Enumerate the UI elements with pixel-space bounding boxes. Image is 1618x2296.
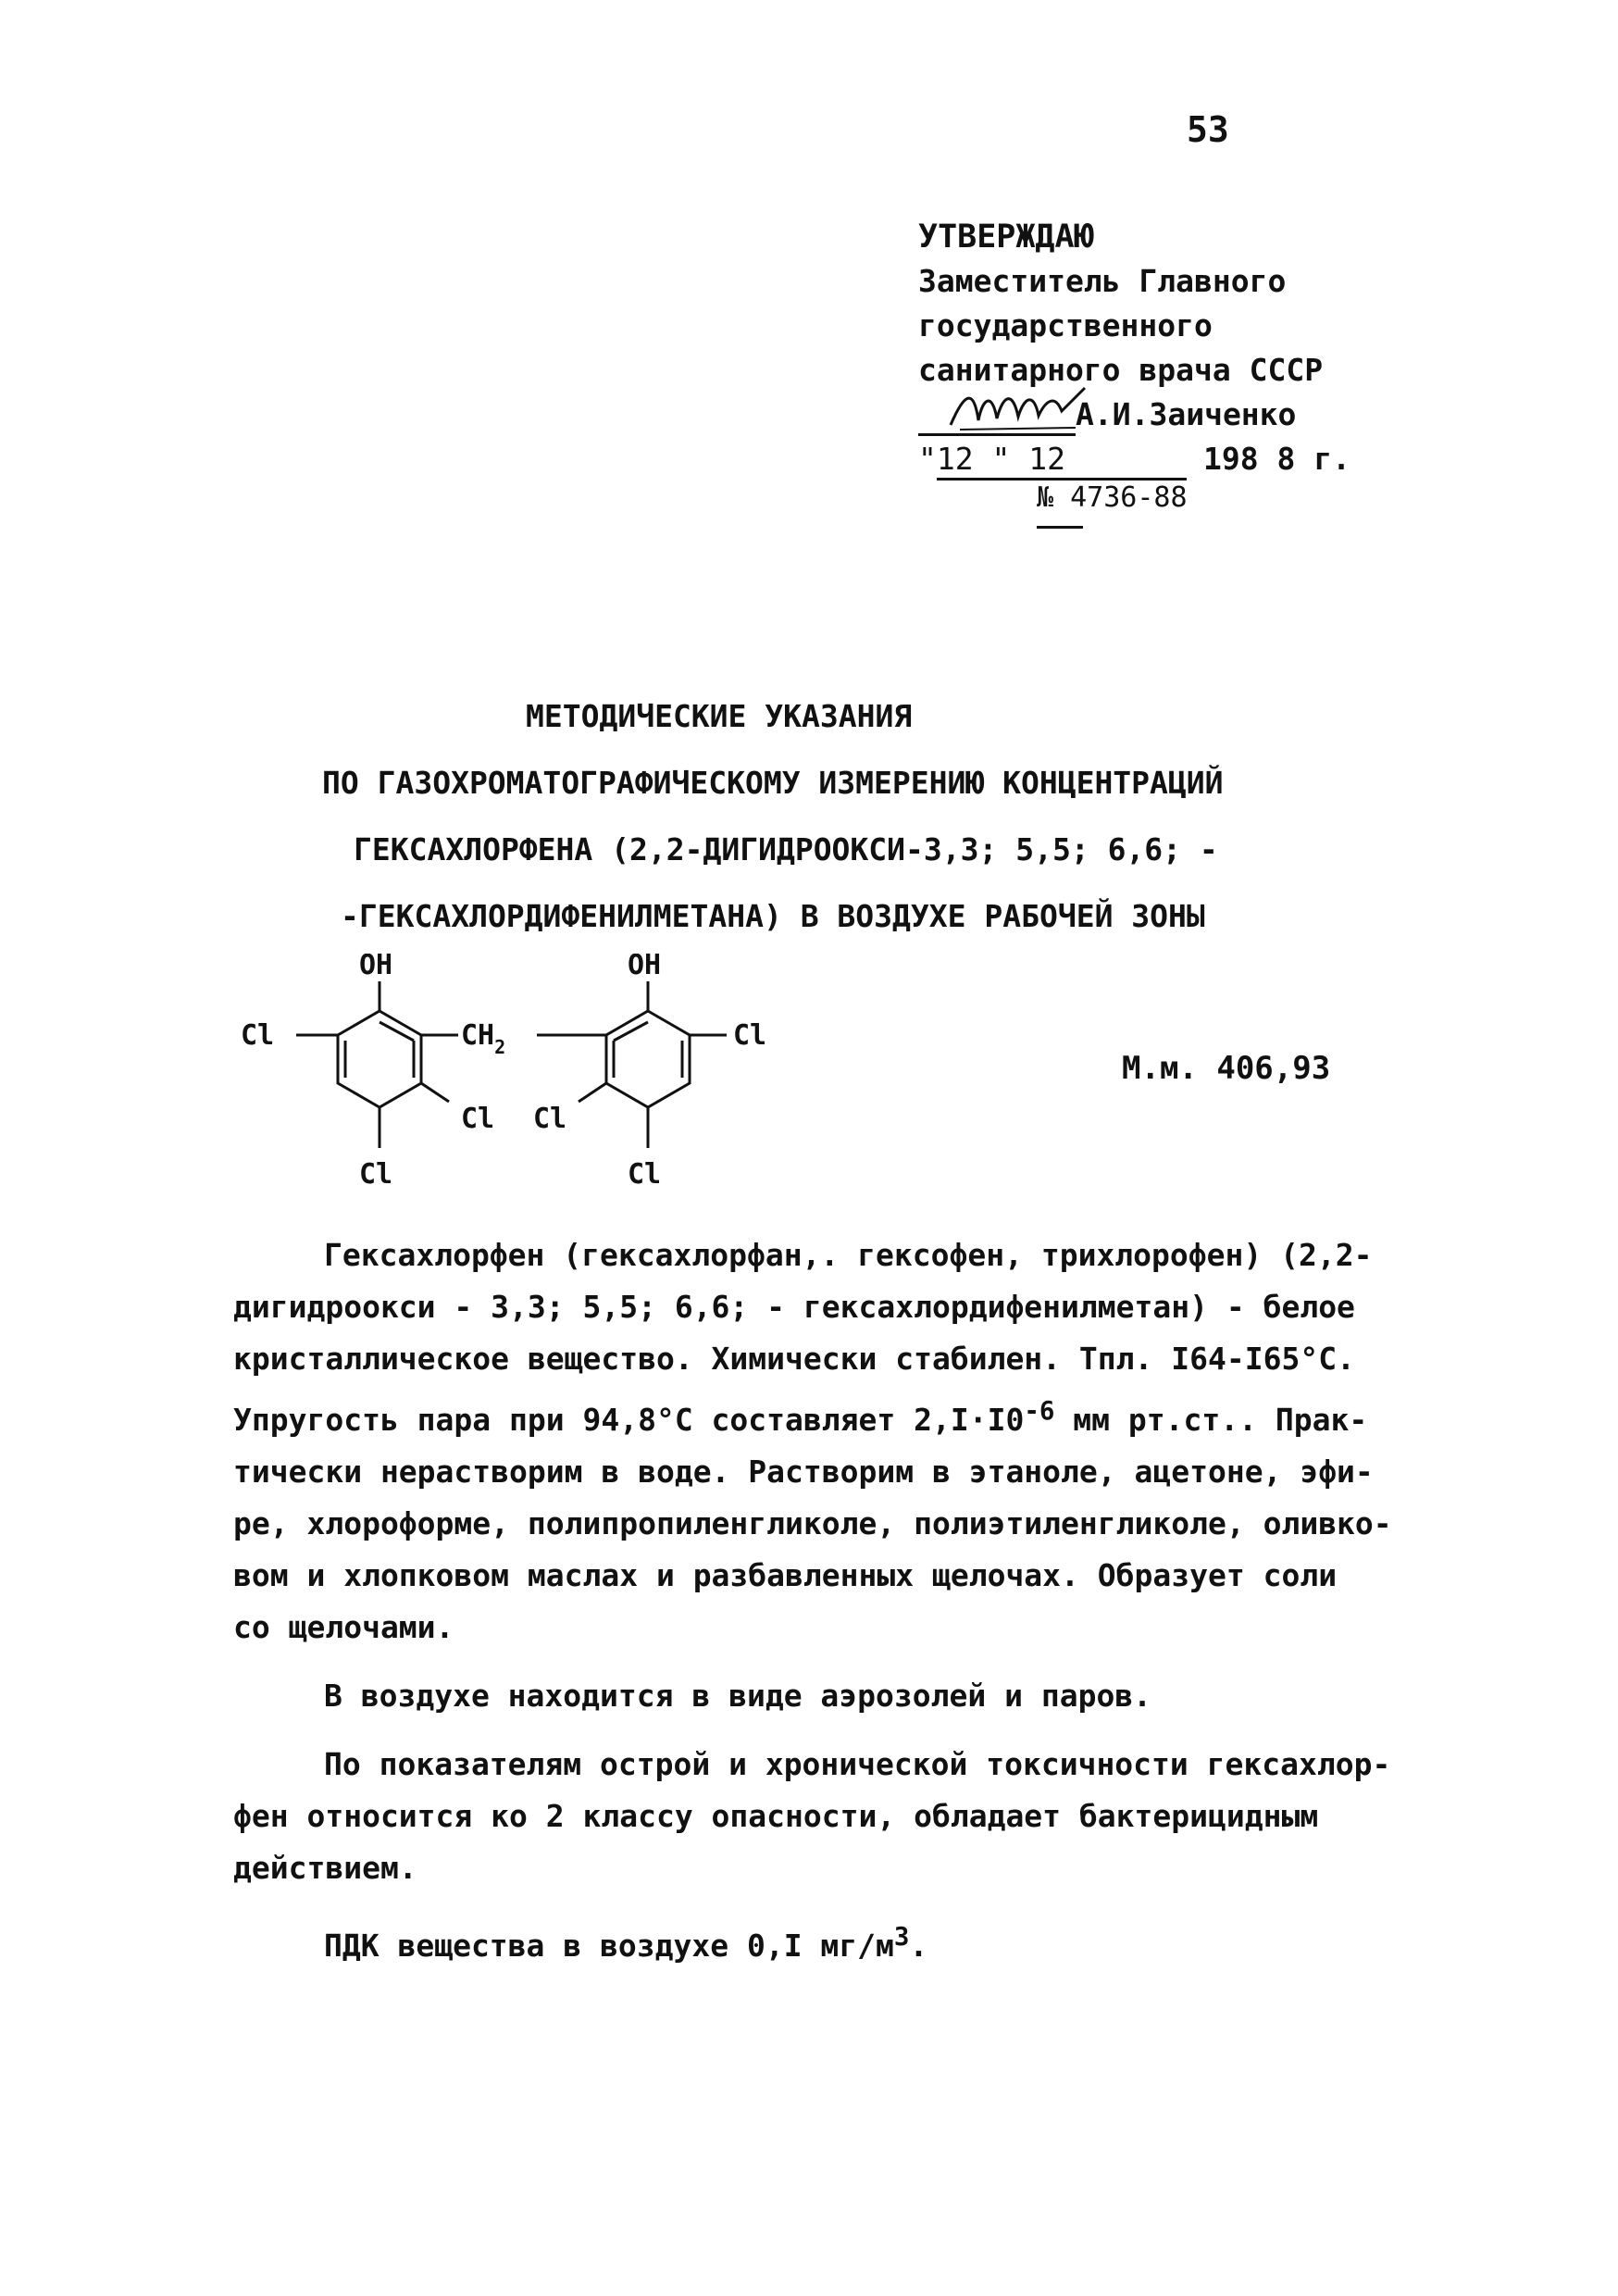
cl-inner-right-label: Cl xyxy=(533,1103,567,1135)
body-line-toxicity-2: фен относится ко 2 классу опасности, обладает бактерицидным xyxy=(233,1798,1319,1834)
cl-bottom-right-label: Cl xyxy=(628,1158,662,1191)
approval-year: 198 8 г. xyxy=(1203,441,1350,477)
structural-formula xyxy=(222,954,815,1231)
body-line-4: Упругость пара при 94,8°С составляет $2,I\cdot I0^{-6}$ мм рт.ст.. Прак- xyxy=(233,1396,1368,1438)
title-line-4: -ГЕКСАХЛОРДИФЕНИЛМЕТАНА) В ВОЗДУХЕ РАБОЧЕЙ ЗОНЫ xyxy=(341,898,1205,934)
body-line-2: дигидроокси - 3,3; 5,5; 6,6; - гексахлордифенилметан) - белое xyxy=(233,1289,1355,1325)
cl-inner-left-label: Cl xyxy=(461,1103,495,1135)
body-line-3: кристаллическое вещество. Химически стабилен. Тпл. I64-I65°С. xyxy=(233,1341,1355,1377)
approval-position-line-2: государственного xyxy=(918,307,1213,343)
handwritten-signature xyxy=(946,383,1094,439)
page-number: 53 xyxy=(1187,109,1229,150)
left-benzene-ring xyxy=(296,981,458,1148)
title-line-1: МЕТОДИЧЕСКИЕ УКАЗАНИЯ xyxy=(526,698,913,734)
approval-position-line-1: Заместитель Главного xyxy=(918,263,1287,299)
document-number-underline xyxy=(1037,526,1083,529)
document-body xyxy=(233,1229,1437,1972)
signer-name: А.И.Заиченко xyxy=(1076,396,1297,432)
document-number: № 4736-88 xyxy=(1037,481,1188,514)
body-line-toxicity-3: действием. xyxy=(233,1850,417,1886)
cl-right-label: Cl xyxy=(733,1019,767,1052)
body-line-5: тически нерастворим в воде. Растворим в этаноле, ацетоне, эфи- xyxy=(233,1454,1374,1490)
body-line-7: вом и хлопковом маслах и разбавленных щелочах. Образует соли xyxy=(233,1557,1338,1593)
body-line-6: ре, хлороформе, полипропиленгликоле, полиэтиленгликоле, оливко- xyxy=(233,1505,1392,1541)
title-line-3: ГЕКСАХЛОРФЕНА (2,2-ДИГИДРООКСИ-3,3; 5,5; 6,6; - xyxy=(354,831,1218,867)
signature-line xyxy=(918,393,1492,437)
body-paragraph-aerosol: В воздухе находится в виде аэрозолей и паров. xyxy=(324,1678,1152,1714)
approval-heading: УТВЕРЖДАЮ xyxy=(918,218,1094,256)
approval-position-line-3: санитарного врача СССР xyxy=(918,352,1324,388)
oh-right-label: OH xyxy=(628,954,662,981)
superscript-cube: 3 xyxy=(893,1922,910,1952)
body-line-toxicity-1: По показателям острой и хронической токсичности гексахлор- xyxy=(324,1746,1391,1782)
approval-date: "12 " 12 xyxy=(918,441,1065,477)
signature-underline xyxy=(918,433,1076,436)
cl-bottom-left-label: Cl xyxy=(359,1158,393,1191)
body-line-1: Гексахлорфен (гексахлорфан,. гексофен, трихлорофен) (2,2- xyxy=(324,1237,1373,1273)
oh-left-label: OH xyxy=(359,954,393,981)
document-number-line xyxy=(918,481,1492,537)
body-paragraph-mac: ПДК вещества в воздухе 0,I $мг/м^3$. xyxy=(324,1922,928,1964)
title-line-2: ПО ГАЗОХРОМАТОГРАФИЧЕСКОМУ ИЗМЕРЕНИЮ КОНЦЕНТРАЦИЙ xyxy=(322,765,1224,801)
cl-left-label: Cl xyxy=(241,1019,275,1052)
body-line-8: со щелочами. xyxy=(233,1609,454,1645)
superscript: -6 xyxy=(1024,1396,1055,1426)
ch2-label: $CH_2$ xyxy=(461,1019,506,1058)
molecular-mass: М.м. 406,93 xyxy=(1122,1050,1331,1087)
date-line xyxy=(918,437,1492,481)
approval-block xyxy=(918,215,1492,537)
